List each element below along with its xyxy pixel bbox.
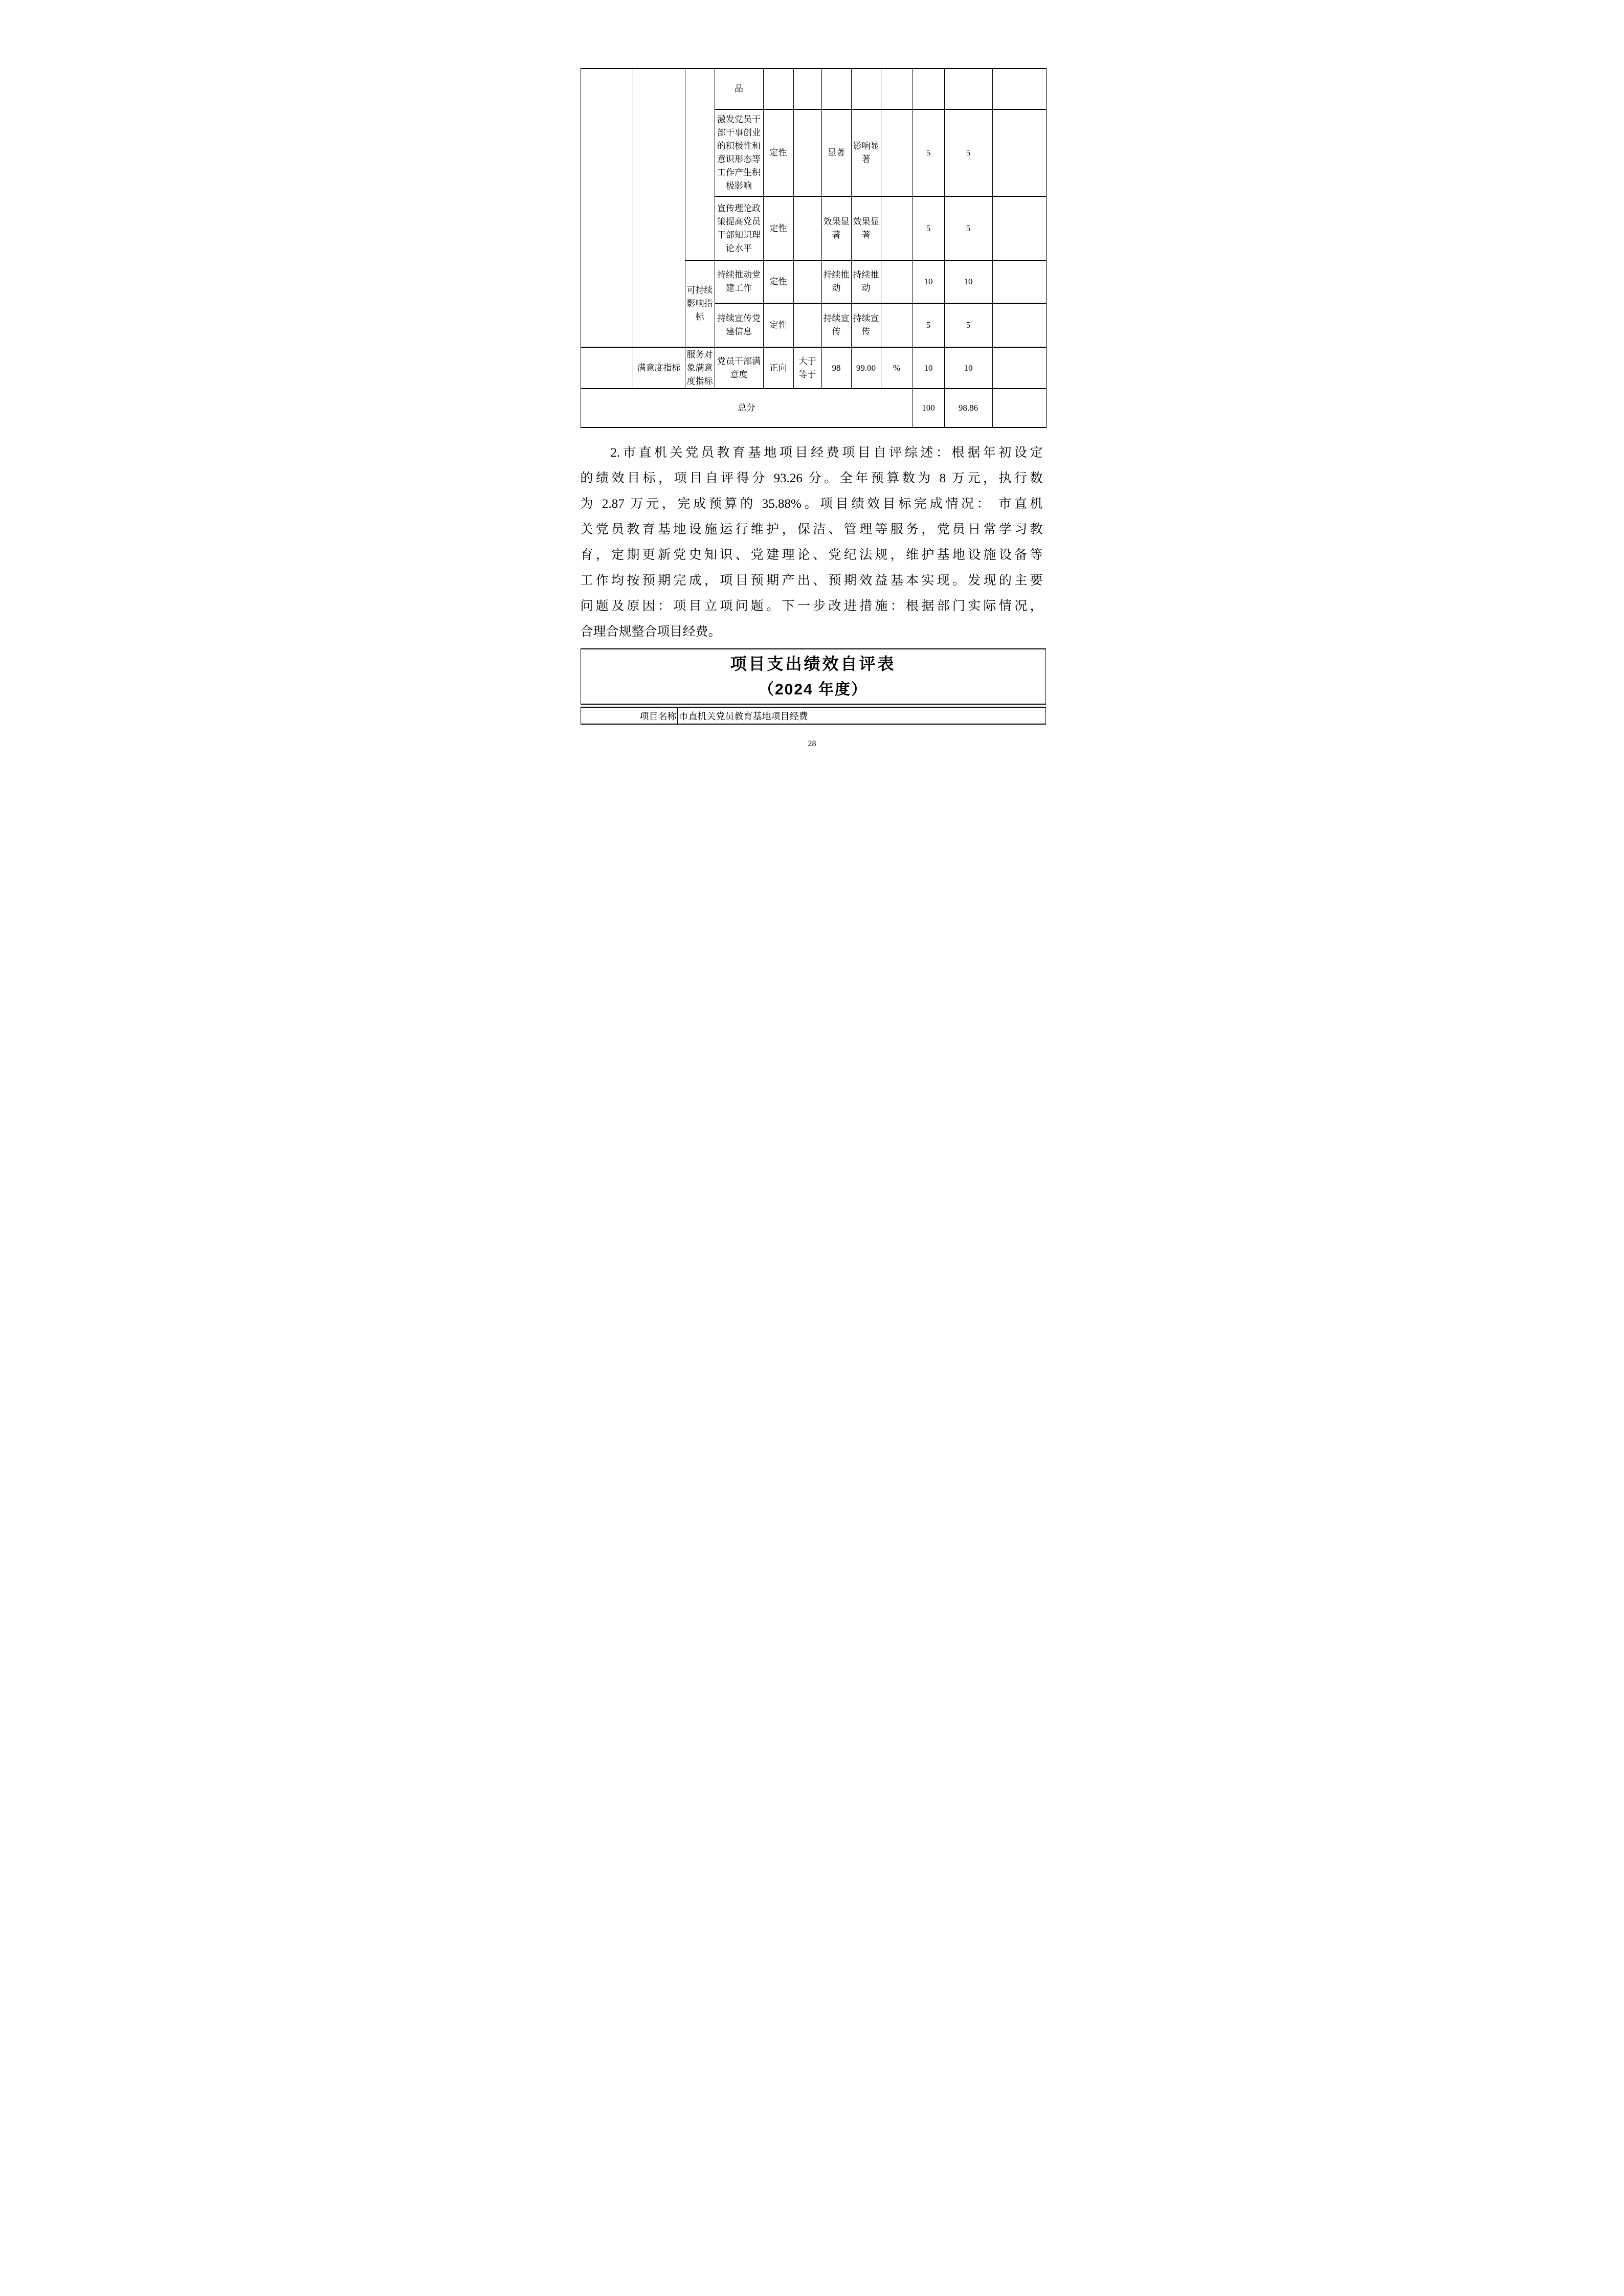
empty-cell xyxy=(993,389,1047,428)
indicator-name: 持续宣传党建信息 xyxy=(715,304,764,348)
empty-cell xyxy=(794,110,822,197)
score-value: 5 xyxy=(913,110,945,197)
empty-cell xyxy=(794,261,822,304)
empty-cell xyxy=(764,69,794,110)
total-self-score: 98.86 xyxy=(945,389,993,428)
score-value: 10 xyxy=(913,348,945,389)
target-value: 显著 xyxy=(822,110,852,197)
empty-cell xyxy=(993,261,1047,304)
target-value: 效果显著 xyxy=(822,197,852,261)
indicator-direction: 大于等于 xyxy=(794,348,822,389)
indicator-nature: 定性 xyxy=(764,110,794,197)
self-score-value: 5 xyxy=(945,197,993,261)
indicator-name: 宣传理论政策提高党员干部知识理论水平 xyxy=(715,197,764,261)
summary-line: 2.市直机关党员教育基地项目经费项目自评综述：根据年初设定 xyxy=(610,446,1043,460)
empty-cell xyxy=(881,110,913,197)
indicator-name: 品 xyxy=(715,69,764,110)
project-name-label: 项目名称 xyxy=(581,708,678,724)
performance-indicator-table xyxy=(581,68,1047,428)
empty-cell xyxy=(581,69,633,348)
self-score-value: 10 xyxy=(945,261,993,304)
empty-cell xyxy=(794,69,822,110)
empty-cell xyxy=(852,69,881,110)
empty-cell xyxy=(993,304,1047,348)
target-value: 98 xyxy=(822,348,852,389)
empty-cell xyxy=(945,69,993,110)
summary-line: 为 2.87 万元，完成预算的 35.88%。项目绩效目标完成情况： 市直机 xyxy=(580,497,1043,511)
empty-cell xyxy=(881,197,913,261)
empty-cell xyxy=(633,69,685,348)
summary-line: 的绩效目标，项目自评得分 93.26 分。全年预算数为 8 万元，执行数 xyxy=(580,471,1043,485)
self-evaluation-summary xyxy=(581,440,1043,645)
summary-line: 育，定期更新党史知识、党建理论、党纪法规，维护基地设施设备等 xyxy=(580,548,1043,562)
empty-cell xyxy=(685,69,715,261)
empty-cell xyxy=(822,69,852,110)
indicator-name: 党员干部满意度 xyxy=(715,348,764,389)
empty-cell xyxy=(581,348,633,389)
indicator-name: 持续推动党建工作 xyxy=(715,261,764,304)
project-name-value: 市直机关党员教育基地项目经费 xyxy=(679,711,808,722)
empty-cell xyxy=(881,69,913,110)
empty-cell xyxy=(993,110,1047,197)
indicator-nature: 定性 xyxy=(764,261,794,304)
unit-value: % xyxy=(881,348,913,389)
actual-value: 影响显著 xyxy=(852,110,881,197)
indicator-nature: 正向 xyxy=(764,348,794,389)
score-value: 5 xyxy=(913,304,945,348)
self-score-value: 5 xyxy=(945,304,993,348)
indicator-nature: 定性 xyxy=(764,304,794,348)
self-score-value: 10 xyxy=(945,348,993,389)
total-label: 总分 xyxy=(581,389,913,428)
indicator-nature: 定性 xyxy=(764,197,794,261)
document-page xyxy=(531,0,1094,796)
project-name-row xyxy=(581,707,1046,725)
target-value: 持续推动 xyxy=(822,261,852,304)
actual-value: 效果显著 xyxy=(852,197,881,261)
summary-line: 合理合规整合项目经费。 xyxy=(580,625,721,639)
empty-cell xyxy=(881,261,913,304)
empty-cell xyxy=(993,348,1047,389)
sustain-impact-label: 可持续影响指标 xyxy=(685,261,715,348)
total-score: 100 xyxy=(913,389,945,428)
empty-cell xyxy=(881,304,913,348)
empty-cell xyxy=(993,197,1047,261)
summary-line: 工作均按预期完成，项目预期产出、预期效益基本实现。发现的主要 xyxy=(580,574,1043,588)
form-title: 项目支出绩效自评表 xyxy=(730,655,896,673)
score-value: 10 xyxy=(913,261,945,304)
summary-line: 问题及原因：项目立项问题。下一步改进措施：根据部门实际情况， xyxy=(580,599,1043,613)
actual-value: 持续推动 xyxy=(852,261,881,304)
score-value: 5 xyxy=(913,197,945,261)
self-score-value: 5 xyxy=(945,110,993,197)
page-number: 28 xyxy=(808,739,816,748)
actual-value: 99.00 xyxy=(852,348,881,389)
summary-line: 关党员教育基地设施运行维护，保洁、管理等服务，党员日常学习教 xyxy=(580,523,1043,536)
self-evaluation-form-title-block xyxy=(581,648,1046,705)
satisfaction-sub-label: 服务对象满意度指标 xyxy=(685,348,715,389)
empty-cell xyxy=(913,69,945,110)
target-value: 持续宣传 xyxy=(822,304,852,348)
empty-cell xyxy=(794,304,822,348)
form-year: （2024 年度） xyxy=(758,681,868,698)
satisfaction-group-label: 满意度指标 xyxy=(633,348,685,389)
empty-cell xyxy=(993,69,1047,110)
actual-value: 持续宣传 xyxy=(852,304,881,348)
indicator-name: 激发党员干部干事创业的积极性和意识形态等工作产生积极影响 xyxy=(715,110,764,197)
empty-cell xyxy=(794,197,822,261)
